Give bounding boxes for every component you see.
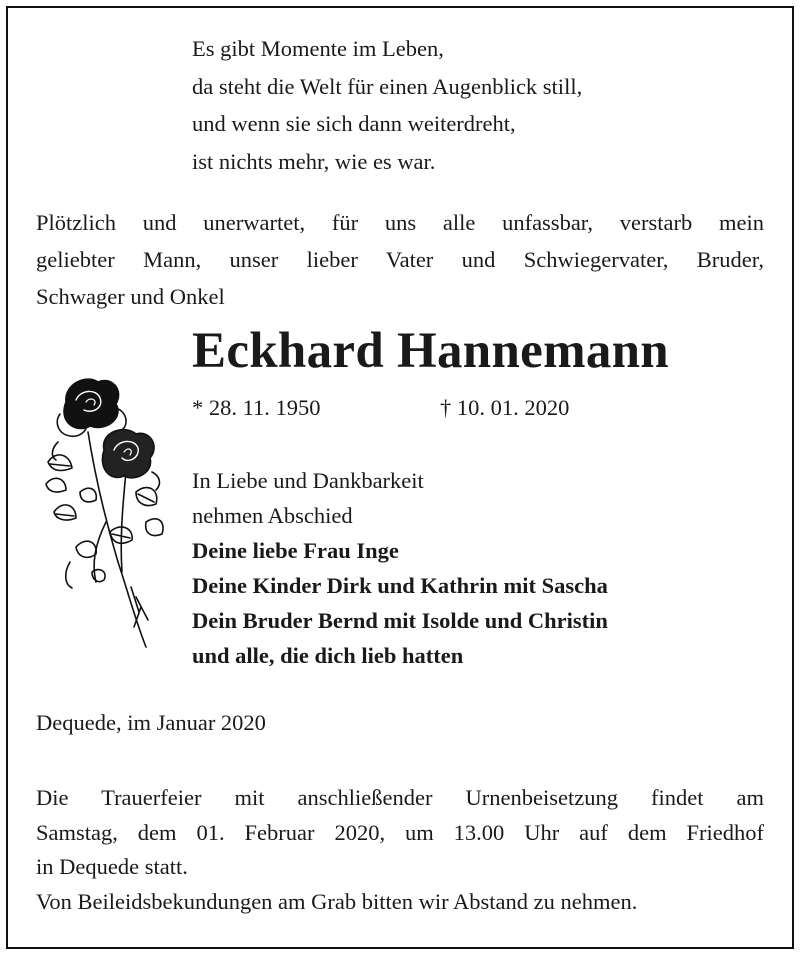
mourners-lead-line: In Liebe und Dankbarkeit (192, 468, 424, 493)
mourner-name: Deine liebe Frau Inge (192, 538, 399, 563)
mourner-name: Deine Kinder Dirk und Kathrin mit Sascha (192, 573, 608, 598)
poem (192, 30, 582, 180)
roses-icon (36, 372, 166, 657)
mourners-lead-line: nehmen Abschied (192, 503, 353, 528)
funeral-line: in Dequede statt. (36, 854, 188, 879)
poem-line: ist nichts mehr, wie es war. (192, 148, 436, 174)
intro-line: Plötzlich und unerwartet, für uns alle unfassbar, verstarb mein (36, 210, 764, 235)
mourner-name: und alle, die dich lieb hatten (192, 643, 464, 668)
intro-text (36, 204, 764, 315)
poem-line: Es gibt Momente im Leben, (192, 36, 444, 61)
poem-line: und wenn sie sich dann weiterdreht, (192, 111, 516, 136)
intro-line: Schwager und Onkel (36, 284, 225, 309)
funeral-line: Samstag, dem 01. Februar 2020, um 13.00 Uhr auf dem Friedhof (36, 819, 764, 845)
funeral-line: Von Beileidsbekundungen am Grab bitten wir Abstand zu nehmen. (36, 888, 638, 914)
place-date: Dequede, im Januar 2020 (36, 710, 266, 735)
intro-line: geliebter Mann, unser lieber Vater und Schwiegervater, Bruder, (36, 247, 764, 272)
funeral-line: Die Trauerfeier mit anschließender Urnenbeisetzung findet am (36, 785, 764, 810)
mourners (192, 463, 608, 673)
poem-line: da steht die Welt für einen Augenblick still, (192, 73, 583, 99)
mourner-name: Dein Bruder Bernd mit Isolde und Christin (192, 608, 608, 633)
funeral-info (36, 781, 764, 919)
death-date: † 10. 01. 2020 (440, 395, 570, 420)
deceased-name: Eckhard Hannemann (192, 323, 669, 379)
birth-date: * 28. 11. 1950 (192, 395, 321, 420)
